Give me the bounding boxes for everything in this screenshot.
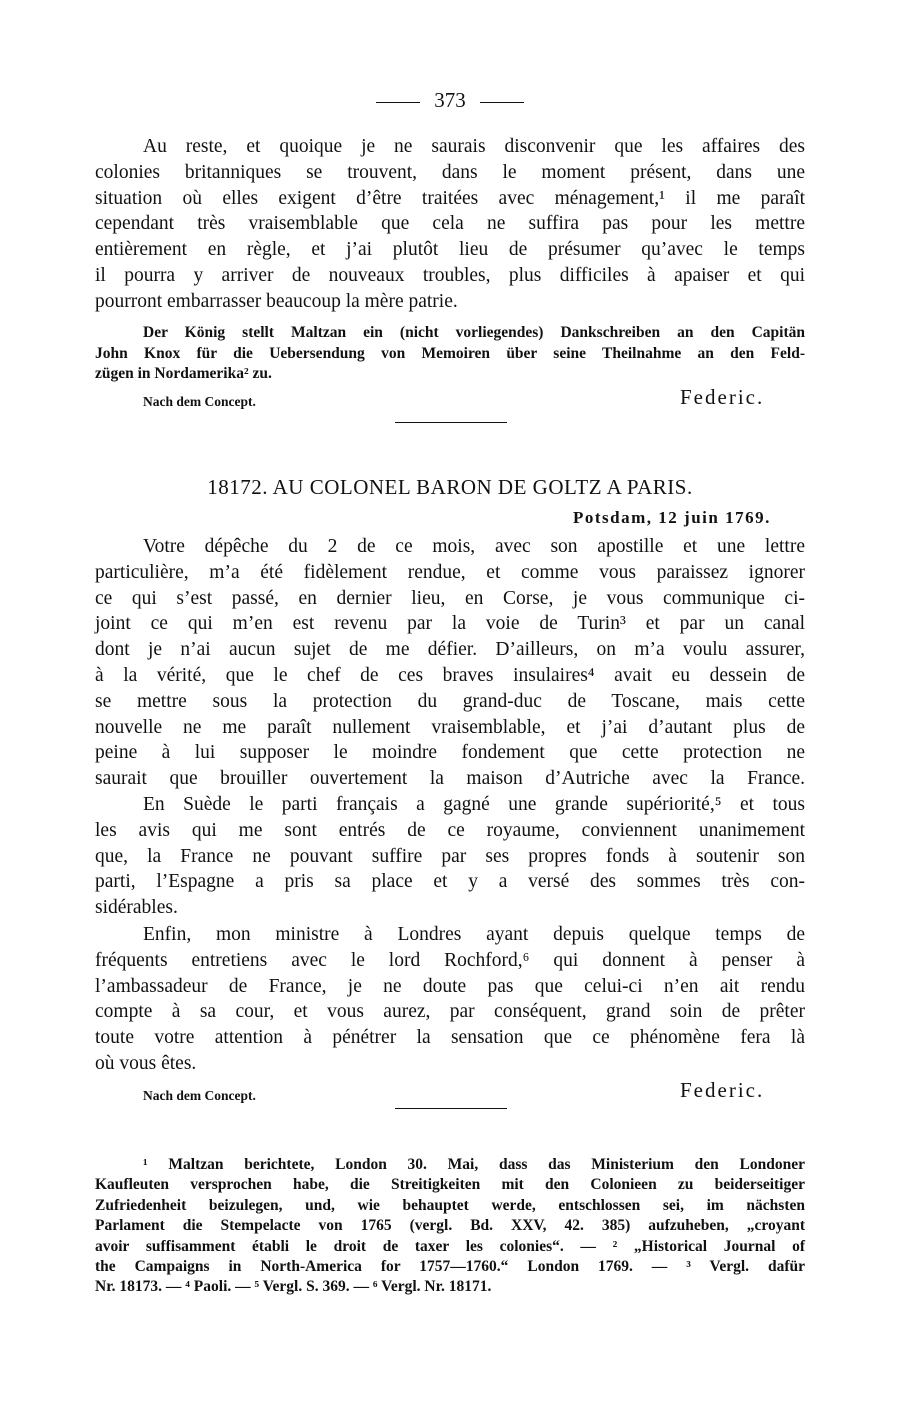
letter2-paragraph-3: [95, 922, 805, 1077]
footnote-line: Kaufleuten versprochen habe, die Streitigkeiten mit den Colonieen zu beiderseitiger: [95, 1176, 805, 1194]
text-line: sidérables.: [95, 897, 178, 919]
text-line: toute votre attention à pénétrer la sensation que ce phénomène fera là: [95, 1027, 805, 1049]
footnote-line: Zufriedenheit beizulegen, und, wie behauptet werde, entschlossen sei, im nächsten: [95, 1196, 805, 1214]
letter2-paragraph-2: [95, 792, 805, 921]
text-line: à la vérité, que le chef de ces braves insulaires⁴ avait eu dessein de: [95, 664, 805, 686]
text-line: Votre dépêche du 2 de ce mois, avec son apostille et une lettre: [143, 536, 805, 557]
text-line: ce qui s’est passé, en dernier lieu, en Corse, je vous communique ci-: [95, 587, 805, 609]
text-line: peine à lui supposer le moindre fondement que cette protection ne: [95, 742, 805, 764]
text-line: nouvelle ne me paraît nullement vraisemblable, et j’ai d’autant plus de: [95, 716, 805, 738]
text-line: particulière, m’a été fidèlement rendue, et comme vous paraissez ignorer: [95, 561, 805, 583]
text-line: compte à sa cour, et vous aurez, par conséquent, grand soin de prêter: [95, 1001, 805, 1023]
text-line: situation où elles exigent d’être traitées avec ménagement,¹ il me paraît: [95, 187, 805, 209]
separator-rule: [395, 422, 507, 423]
text-line: pourront embarrasser beaucoup la mère patrie.: [95, 290, 458, 312]
text-line: En Suède le parti français a gagné une grande supériorité,⁵ et tous: [143, 794, 805, 815]
text-line: entièrement en règle, et j’ai plutôt lieu de présumer qu’avec le temps: [95, 239, 805, 261]
text-line: il pourra y arriver de nouveaux troubles, plus difficiles à apaiser et qui: [95, 264, 805, 286]
note-line: John Knox für die Uebersendung von Memoiren über seine Theilnahme an den Feld-: [95, 344, 805, 362]
page-number: 373: [434, 88, 466, 112]
letter2-heading: 18172. AU COLONEL BARON DE GOLTZ A PARIS.: [207, 475, 693, 499]
text-line: Au reste, et quoique je ne saurais disconvenir que les affaires des: [143, 136, 805, 157]
text-line: que, la France ne pouvant suffire par ses propres fonds à soutenir son: [95, 845, 805, 867]
page-number-dash-right: [480, 102, 524, 103]
letter2-source: Nach dem Concept.: [143, 1088, 256, 1103]
text-line: dont je n’ai aucun sujet de me défier. D’ailleurs, on m’a voulu assurer,: [95, 639, 805, 661]
page-number-header: [95, 88, 805, 113]
note-line: Der König stellt Maltzan ein (nicht vorliegendes) Dankschreiben an den Capitän: [143, 324, 805, 341]
text-line: cependant très vraisemblable que cela ne suffira pas pour les mettre: [95, 213, 805, 235]
page-number-dash-left: [376, 102, 420, 103]
text-line: colonies britanniques se trouvent, dans le moment présent, dans une: [95, 161, 805, 183]
footnote-line: avoir suffisamment établi le droit de taxer les colonies“. — ² „Historical Journal of: [95, 1237, 805, 1255]
footnotes: [95, 1155, 805, 1298]
text-line: fréquents entretiens avec le lord Rochford,⁶ qui donnent à penser à: [95, 949, 805, 971]
footnote-line: Nr. 18173. — ⁴ Paoli. — ⁵ Vergl. S. 369. — ⁶ Vergl. Nr. 18171.: [95, 1278, 492, 1296]
text-line: se mettre sous la protection du grand-duc de Toscane, mais cette: [95, 690, 805, 712]
letter2-dateline: Potsdam, 12 juin 1769.: [573, 508, 771, 527]
letter1-paragraph: [95, 134, 805, 315]
letter2-paragraph-1: [95, 534, 805, 792]
text-line: parti, l’Espagne a pris sa place et y a versé des sommes très con-: [95, 871, 805, 893]
letter1-source: Nach dem Concept.: [143, 394, 256, 409]
separator-rule: [395, 1108, 507, 1109]
text-line: Enfin, mon ministre à Londres ayant depuis quelque temps de: [143, 924, 805, 945]
footnote-line: ¹ Maltzan berichtete, London 30. Mai, dass das Ministerium den Londoner: [143, 1156, 805, 1173]
text-line: l’ambassadeur de France, je ne doute pas que celui-ci n’en ait rendu: [95, 975, 805, 997]
text-line: les avis qui me sont entrés de ce royaume, conviennent unanimement: [95, 819, 805, 841]
text-line: saurait que brouiller ouvertement la maison d’Autriche avec la France.: [95, 768, 805, 790]
letter2-signature: Federic.: [680, 1078, 765, 1102]
letter1-editor-note: [95, 323, 805, 385]
footnote-line: the Campaigns in North-America for 1757—1760.“ London 1769. — ³ Vergl. dafür: [95, 1258, 805, 1276]
note-line: zügen in Nordamerika² zu.: [95, 365, 272, 382]
text-line: où vous êtes.: [95, 1052, 197, 1074]
footnote-line: Parlament die Stempelacte von 1765 (vergl. Bd. XXV, 42. 385) aufzuheben, „croyant: [95, 1217, 805, 1235]
text-line: joint ce qui m’en est revenu par la voie de Turin³ et par un canal: [95, 613, 805, 635]
letter1-signature: Federic.: [680, 385, 765, 409]
